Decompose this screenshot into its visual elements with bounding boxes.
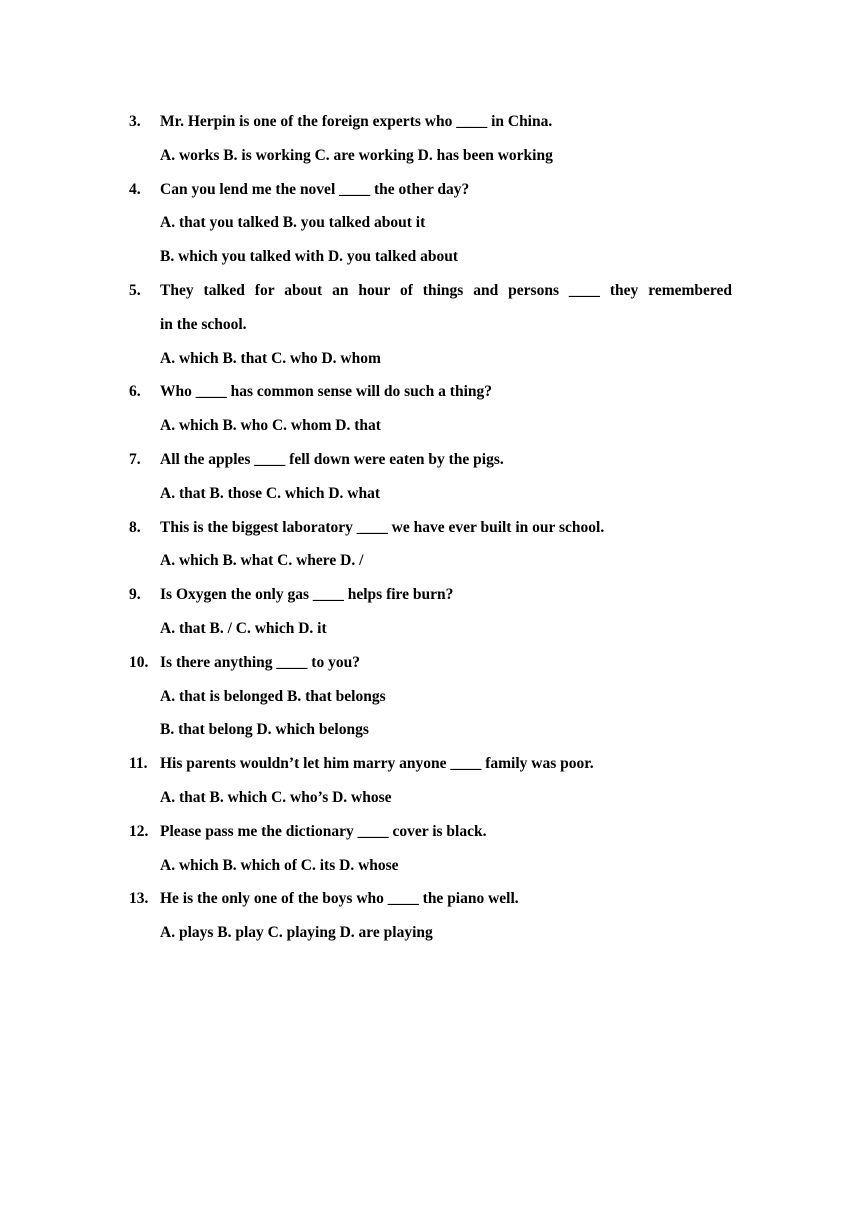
question-text: Can you lend me the novel ____ the other day?: [160, 180, 470, 198]
question-text: He is the only one of the boys who ____ the piano well.: [160, 890, 519, 908]
answer-options-text: A. which B. who C. whom D. that: [160, 417, 381, 435]
question-text: His parents wouldn’t let him marry anyone ____ family was poor.: [160, 755, 594, 773]
question-text: in the school.: [160, 315, 247, 333]
answer-options-text: B. which you talked with D. you talked about: [160, 248, 459, 266]
question-text: Mr. Herpin is one of the foreign experts who ____ in China.: [160, 113, 553, 130]
answer-options-text: A. which B. what C. where D. /: [160, 552, 364, 570]
question-number: 7.: [129, 451, 141, 468]
question-text: This is the biggest laboratory ____ we have ever built in our school.: [160, 518, 605, 536]
question-number: 3.: [129, 113, 141, 130]
question-number: 6.: [129, 383, 141, 401]
answer-options-text: A. which B. which of C. its D. whose: [160, 856, 399, 874]
answer-options-text: B. that belong D. which belongs: [160, 721, 369, 739]
question-text: Is Oxygen the only gas ____ helps fire burn?: [160, 586, 454, 604]
question-number: 11.: [129, 755, 148, 773]
answer-options-text: A. plays B. play C. playing D. are playing: [160, 924, 433, 942]
question-number: 9.: [129, 586, 141, 604]
answer-options-text: A. which B. that C. who D. whom: [160, 349, 381, 367]
question-text: Please pass me the dictionary ____ cover is black.: [160, 822, 487, 840]
answer-options-text: A. that B. / C. which D. it: [160, 620, 327, 637]
question-text: Who ____ has common sense will do such a thing?: [160, 383, 493, 401]
question-number: 13.: [129, 890, 149, 908]
question-number: 10.: [129, 653, 149, 671]
answer-options-text: A. works B. is working C. are working D. has been working: [160, 146, 553, 164]
answer-options-text: A. that B. which C. who’s D. whose: [160, 789, 392, 806]
question-number: 12.: [129, 822, 149, 840]
question-text: They talked for about an hour of things and persons ____ they remembered: [160, 282, 732, 299]
answer-options-text: A. that B. those C. which D. what: [160, 484, 381, 502]
question-text: Is there anything ____ to you?: [160, 653, 360, 671]
answer-options-text: A. that you talked B. you talked about it: [160, 214, 426, 232]
question-number: 8.: [129, 518, 141, 536]
answer-options-text: A. that is belonged B. that belongs: [160, 687, 386, 705]
question-text: All the apples ____ fell down were eaten by the pigs.: [160, 451, 504, 468]
question-number: 5.: [129, 282, 141, 299]
question-number: 4.: [129, 180, 141, 198]
